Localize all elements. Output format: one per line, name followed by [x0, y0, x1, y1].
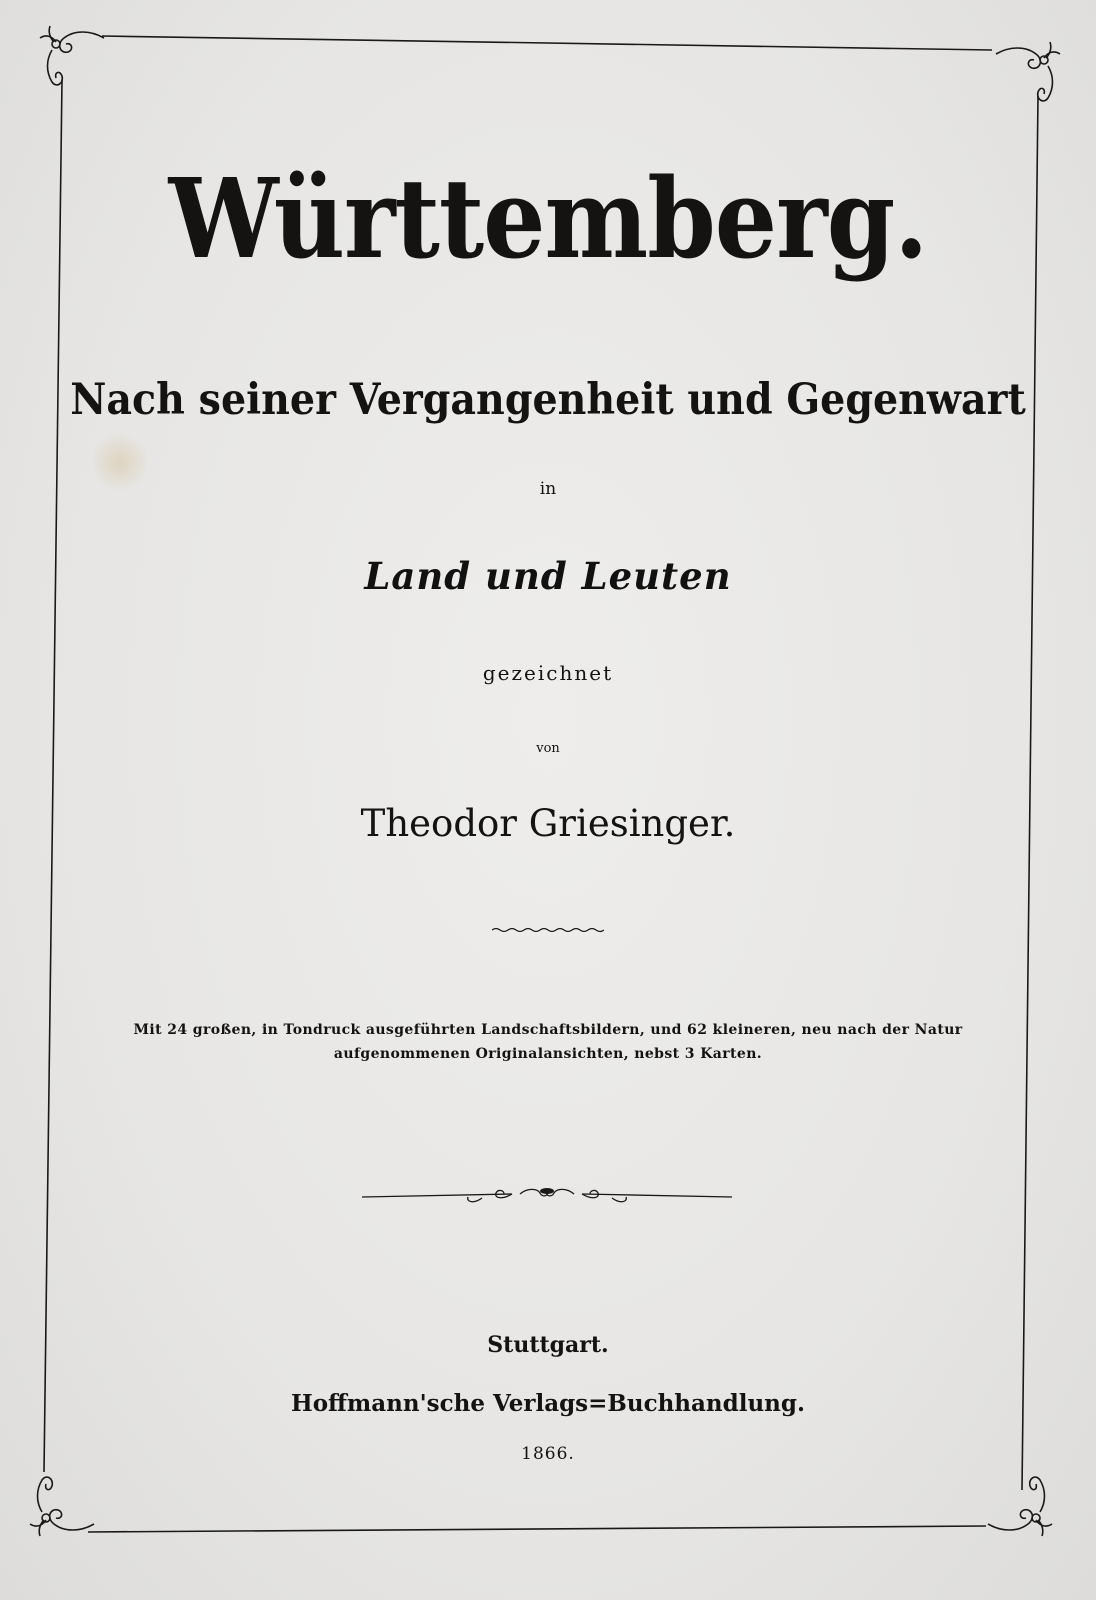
description-line-1: Mit 24 großen, in Tondruck ausgeführten Landschaftsbildern, und 62 kleineren, neu nach der Natur [133, 1022, 963, 1038]
ornamental-divider-icon [362, 1182, 732, 1208]
publisher-name: Hoffmann'sche Verlags=Buchhandlung. [290, 1390, 805, 1417]
corner-flourish-icon [978, 1472, 1062, 1542]
corner-flourish-icon [20, 1472, 104, 1542]
connector-in: in [539, 479, 557, 499]
publication-year: 1866. [521, 1444, 575, 1464]
corner-flourish-icon [986, 36, 1070, 106]
by-label: von [536, 741, 560, 756]
corner-flourish-icon [30, 20, 114, 90]
land-und-leuten-heading: Land und Leuten [364, 554, 732, 598]
drawn-label: gezeichnet [482, 661, 614, 685]
wavy-rule-icon [492, 926, 604, 934]
author-name: Theodor Griesinger. [360, 802, 736, 845]
description-line-2: aufgenommenen Originalansichten, nebst 3 Karten. [333, 1046, 763, 1062]
publication-city: Stuttgart. [487, 1332, 609, 1358]
book-title: Württemberg. [168, 155, 928, 284]
book-subtitle: Nach seiner Vergangenheit und Gegenwart [70, 375, 1026, 425]
